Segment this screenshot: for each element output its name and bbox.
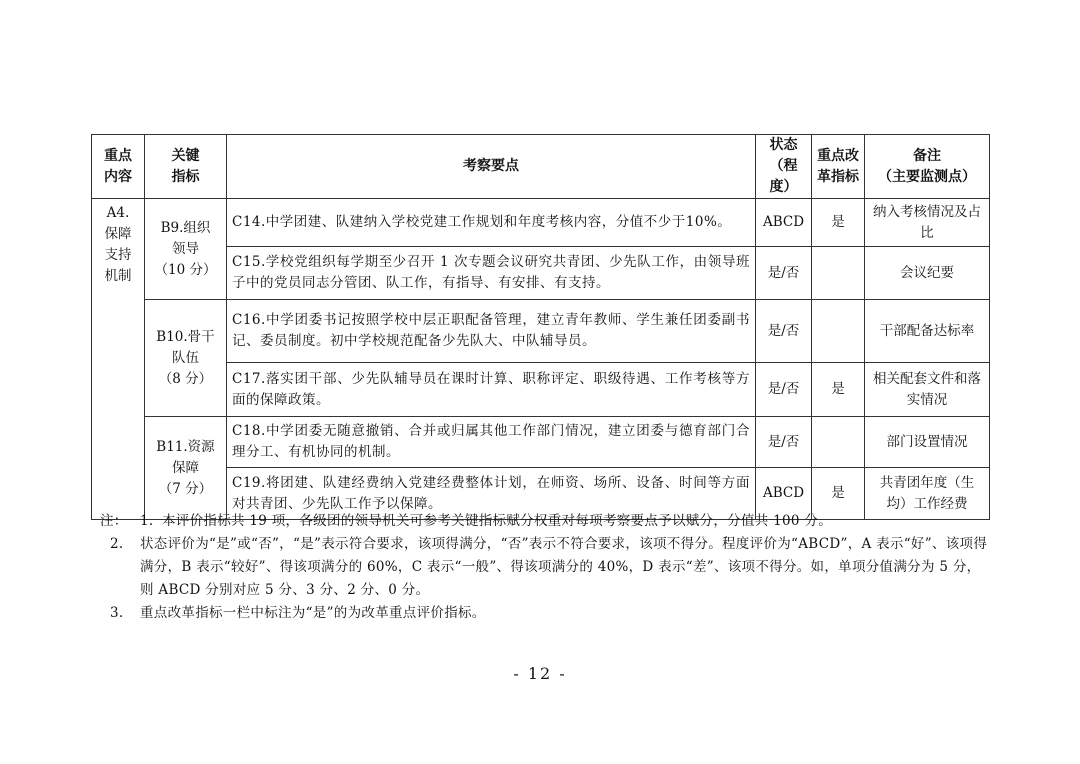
page-number: - 12 - [513,664,567,683]
header-remarks: 备注 （主要监测点） [865,135,990,199]
note-c17: 相关配套文件和落实情况 [865,363,990,417]
footnote-1-num: 1. [140,513,154,529]
point-c18: C18.中学团委无随意撤销、合并或归属其他工作部门情况，建立团委与德育部门合理分工、有机协同的机制。 [227,417,756,468]
table-row [92,417,990,468]
indicator-cell-b10: B10.骨干 队伍 （8 分） [145,300,227,417]
table-row [92,300,990,363]
header-inspection-points: 考察要点 [227,135,756,199]
point-c17: C17.落实团干部、少先队辅导员在课时计算、职称评定、职级待遇、工作考核等方面的保障政策。 [227,363,756,417]
indicator-cell-b9: B9.组织 领导 （10 分） [145,199,227,300]
note-c18: 部门设置情况 [865,417,990,468]
note-c19: 共青团年度（生均）工作经费 [865,468,990,520]
note-c15: 会议纪要 [865,247,990,300]
status-c15: 是/否 [756,247,812,300]
footnote-2-text: 状态评价为“是”或“否”，“是”表示符合要求，该项得满分，“否”表示不符合要求，该项不得分。程度评价为“ABCD”，A 表示“好”、该项得满分，B 表示“较好”、得该项满分的 60%，C 表示“一般”、得该项满分的 40%，D 表示“差”、该项不得分。如，单项分值满分为 5 分，则 ABCD 分别对应 5 分、3 分、2 分、0 分。 [140,536,988,598]
point-c14: C14.中学团建、队建纳入学校党建工作规划和年度考核内容，分值不少于10%。 [227,199,756,247]
status-c16: 是/否 [756,300,812,363]
reform-c18 [812,417,865,468]
footnote-3-text: 重点改革指标一栏中标注为“是”的为改革重点评价指标。 [140,605,486,621]
table-row [92,363,990,417]
point-c15: C15.学校党组织每学期至少召开 1 次专题会议研究共青团、少先队工作，由领导班子中的党员同志分管团、队工作，有指导、有安排、有支持。 [227,247,756,300]
reform-c15 [812,247,865,300]
header-status: 状态 （程度） [756,135,812,199]
table-row [92,199,990,247]
footnote-3 [100,602,990,625]
reform-c19: 是 [812,468,865,520]
status-c17: 是/否 [756,363,812,417]
table-row [92,247,990,300]
header-key-indicator: 关键 指标 [145,135,227,199]
section-cell: A4. 保障 支持 机制 [92,199,145,520]
reform-c14: 是 [812,199,865,247]
footnote-1 [100,510,990,533]
header-key-content: 重点 内容 [92,135,145,199]
footnote-prefix: 注： [100,513,128,529]
footnote-2-num: 2. [110,536,124,552]
status-c18: 是/否 [756,417,812,468]
evaluation-table [91,134,990,520]
point-c16: C16.中学团委书记按照学校中层正职配备管理，建立青年教师、学生兼任团委副书记、委员制度。初中学校规范配备少先队大、中队辅导员。 [227,300,756,363]
note-c16: 干部配备达标率 [865,300,990,363]
table-header-row [92,135,990,199]
reform-c16 [812,300,865,363]
status-c19: ABCD [756,468,812,520]
footnote-2 [100,533,990,602]
footnote-3-num: 3. [110,605,124,621]
point-c19: C19.将团建、队建经费纳入党建经费整体计划，在师资、场所、设备、时间等方面对共青团、少先队工作予以保障。 [227,468,756,520]
header-reform-indicator: 重点改 革指标 [812,135,865,199]
note-c14: 纳入考核情况及占比 [865,199,990,247]
indicator-cell-b11: B11.资源 保障 （7 分） [145,417,227,520]
footnote-1-text: 本评价指标共 19 项，各级团的领导机关可参考关键指标赋分权重对每项考察要点予以赋分，分值共 100 分。 [162,513,833,529]
footnotes [100,510,990,625]
status-c14: ABCD [756,199,812,247]
reform-c17: 是 [812,363,865,417]
